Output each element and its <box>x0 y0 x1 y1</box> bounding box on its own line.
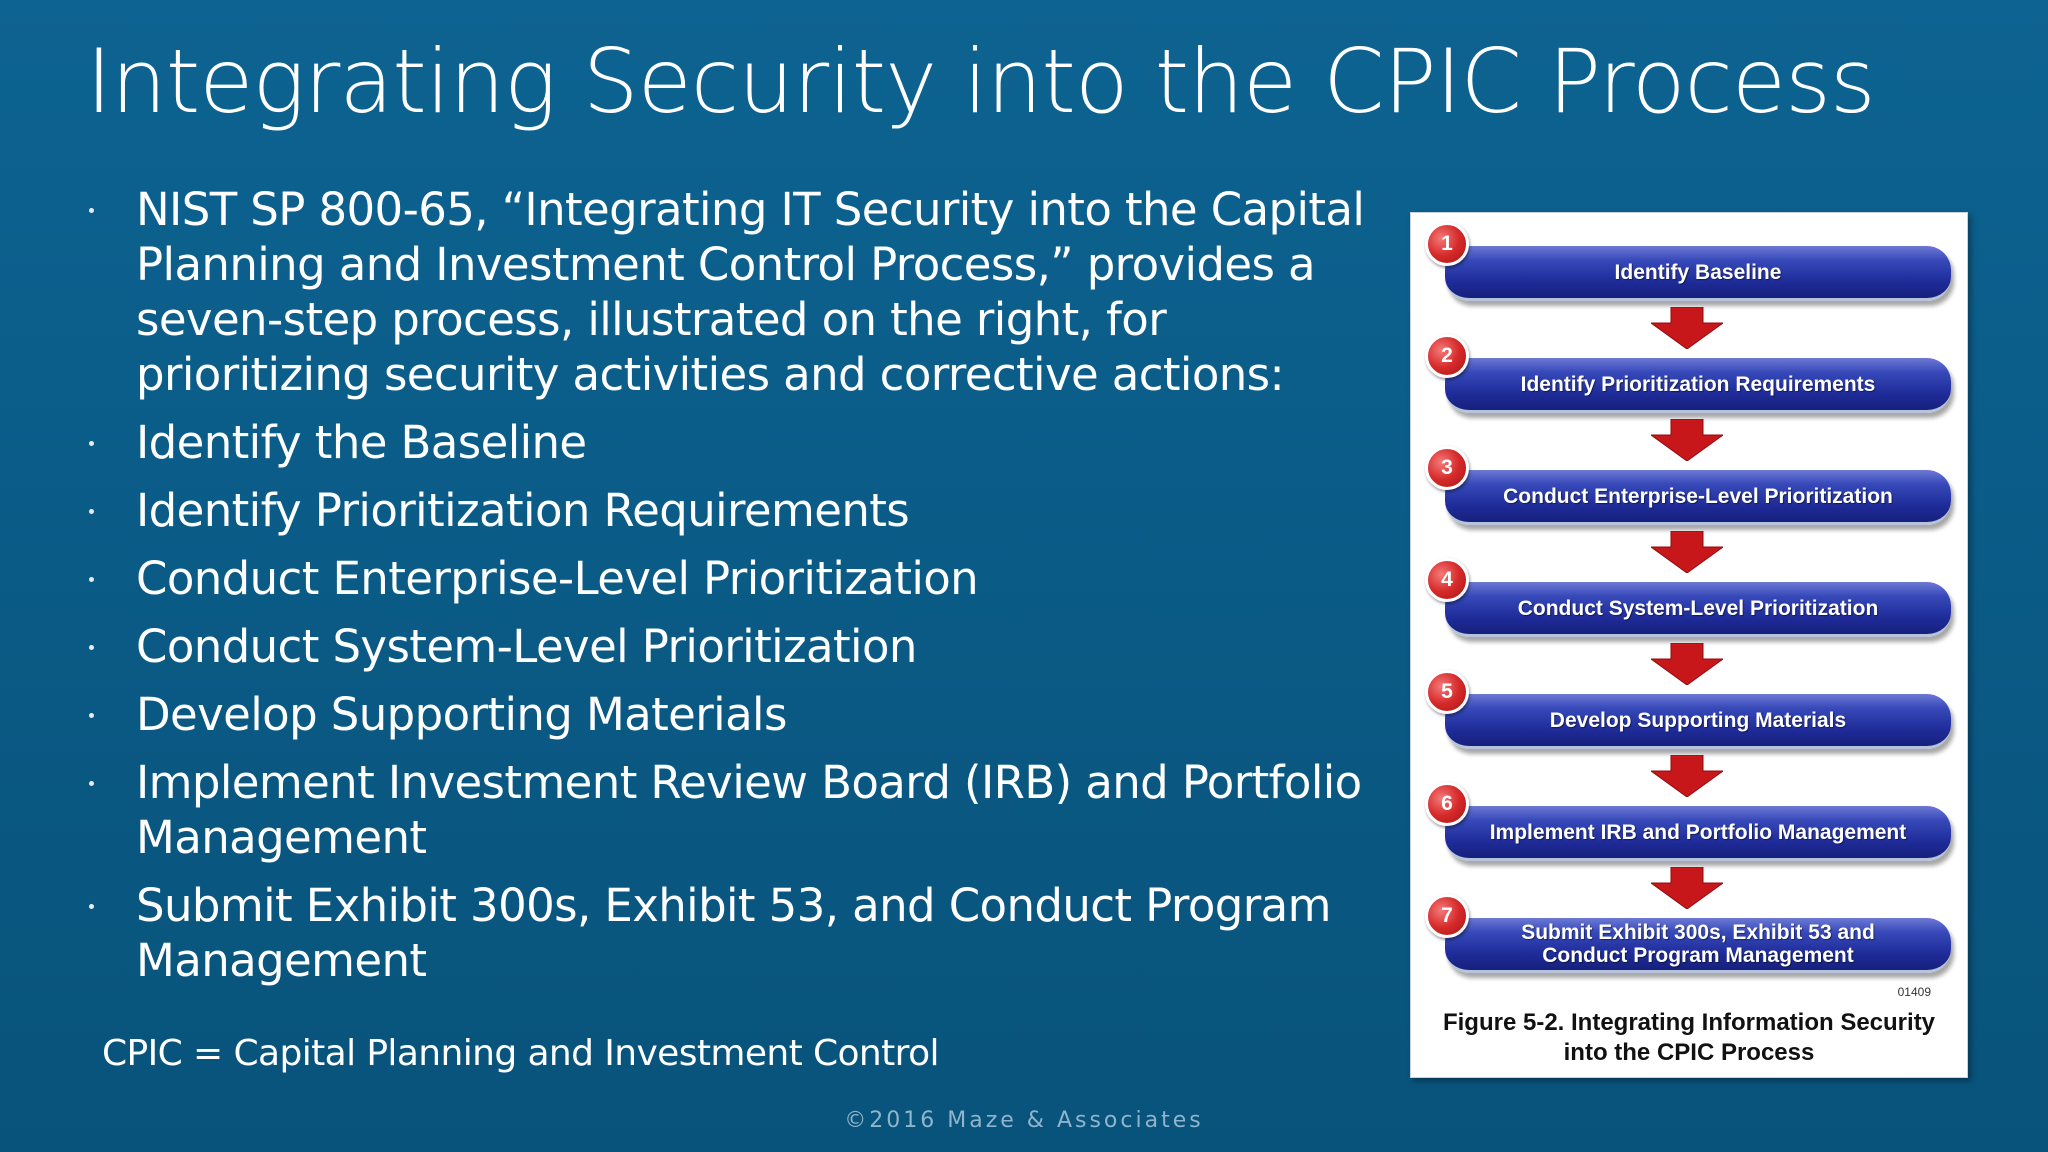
step-number-badge: 2 <box>1425 334 1469 378</box>
process-figure <box>1410 212 1968 1078</box>
bullet-text: Submit Exhibit 300s, Exhibit 53, and Conduct Program Management <box>136 879 1331 987</box>
bullet-text: Identify the Baseline <box>136 416 587 469</box>
figure-code: 01409 <box>1897 985 1931 999</box>
bullet-dot-icon <box>89 577 94 582</box>
bullet-text: Develop Supporting Materials <box>136 688 787 741</box>
step-number-badge: 6 <box>1425 782 1469 826</box>
down-arrow-icon <box>1651 755 1723 797</box>
step-label: Identify Baseline <box>1614 260 1782 284</box>
figure-caption-line: into the CPIC Process <box>1563 1039 1815 1066</box>
bullet-dot-icon <box>89 781 94 786</box>
process-step <box>1441 232 1951 298</box>
acronym-footnote: CPIC = Capital Planning and Investment Control <box>102 1033 939 1074</box>
down-arrow-icon <box>1651 643 1723 685</box>
process-step <box>1441 568 1951 634</box>
bullet-item <box>86 415 1376 470</box>
bullet-list <box>86 182 1376 1001</box>
down-arrow-icon <box>1651 307 1723 349</box>
bullet-text: Identify Prioritization Requirements <box>136 484 910 537</box>
step-label: Conduct System-Level Prioritization <box>1517 596 1879 620</box>
process-step <box>1441 680 1951 746</box>
bullet-item <box>86 619 1376 674</box>
process-step <box>1441 792 1951 858</box>
copyright-notice: ©2016 Maze & Associates <box>844 1108 1204 1133</box>
step-number-badge: 1 <box>1425 222 1469 266</box>
down-arrow-icon <box>1651 419 1723 461</box>
bullet-text: Implement Investment Review Board (IRB) and Portfolio Management <box>136 756 1362 864</box>
process-step <box>1441 904 1951 970</box>
process-step <box>1441 344 1951 410</box>
step-number-badge: 4 <box>1425 558 1469 602</box>
step-label: Implement IRB and Portfolio Management <box>1489 820 1907 844</box>
bullet-item <box>86 878 1376 988</box>
bullet-text: Conduct System-Level Prioritization <box>136 620 917 673</box>
bullet-text: Conduct Enterprise-Level Prioritization <box>136 552 979 605</box>
step-number-badge: 7 <box>1425 894 1469 938</box>
step-label: Develop Supporting Materials <box>1549 708 1847 732</box>
down-arrow-icon <box>1651 531 1723 573</box>
step-label: Submit Exhibit 300s, Exhibit 53 and Conduct Program Management <box>1521 921 1875 967</box>
figure-caption-line: Figure 5-2. Integrating Information Security <box>1442 1009 1936 1036</box>
down-arrow-icon <box>1651 867 1723 909</box>
step-label: Identify Prioritization Requirements <box>1520 372 1876 396</box>
slide-title: Integrating Security into the CPIC Process <box>86 30 1875 133</box>
figure-caption <box>1411 1008 1967 1068</box>
bullet-dot-icon <box>89 208 94 213</box>
step-number-badge: 5 <box>1425 670 1469 714</box>
step-label: Conduct Enterprise-Level Prioritization <box>1503 484 1893 508</box>
process-step <box>1441 456 1951 522</box>
bullet-item <box>86 182 1376 402</box>
bullet-item <box>86 551 1376 606</box>
bullet-text: NIST SP 800-65, “Integrating IT Security into the Capital Planning and Investment Control Process,” provides a seven-step process, illustrated on the right, for prioritizing security activities and corrective actions: <box>136 183 1365 401</box>
bullet-item <box>86 687 1376 742</box>
bullet-dot-icon <box>89 645 94 650</box>
bullet-dot-icon <box>89 509 94 514</box>
bullet-item <box>86 483 1376 538</box>
bullet-dot-icon <box>89 713 94 718</box>
bullet-dot-icon <box>89 904 94 909</box>
step-number-badge: 3 <box>1425 446 1469 490</box>
bullet-dot-icon <box>89 441 94 446</box>
bullet-item <box>86 755 1376 865</box>
